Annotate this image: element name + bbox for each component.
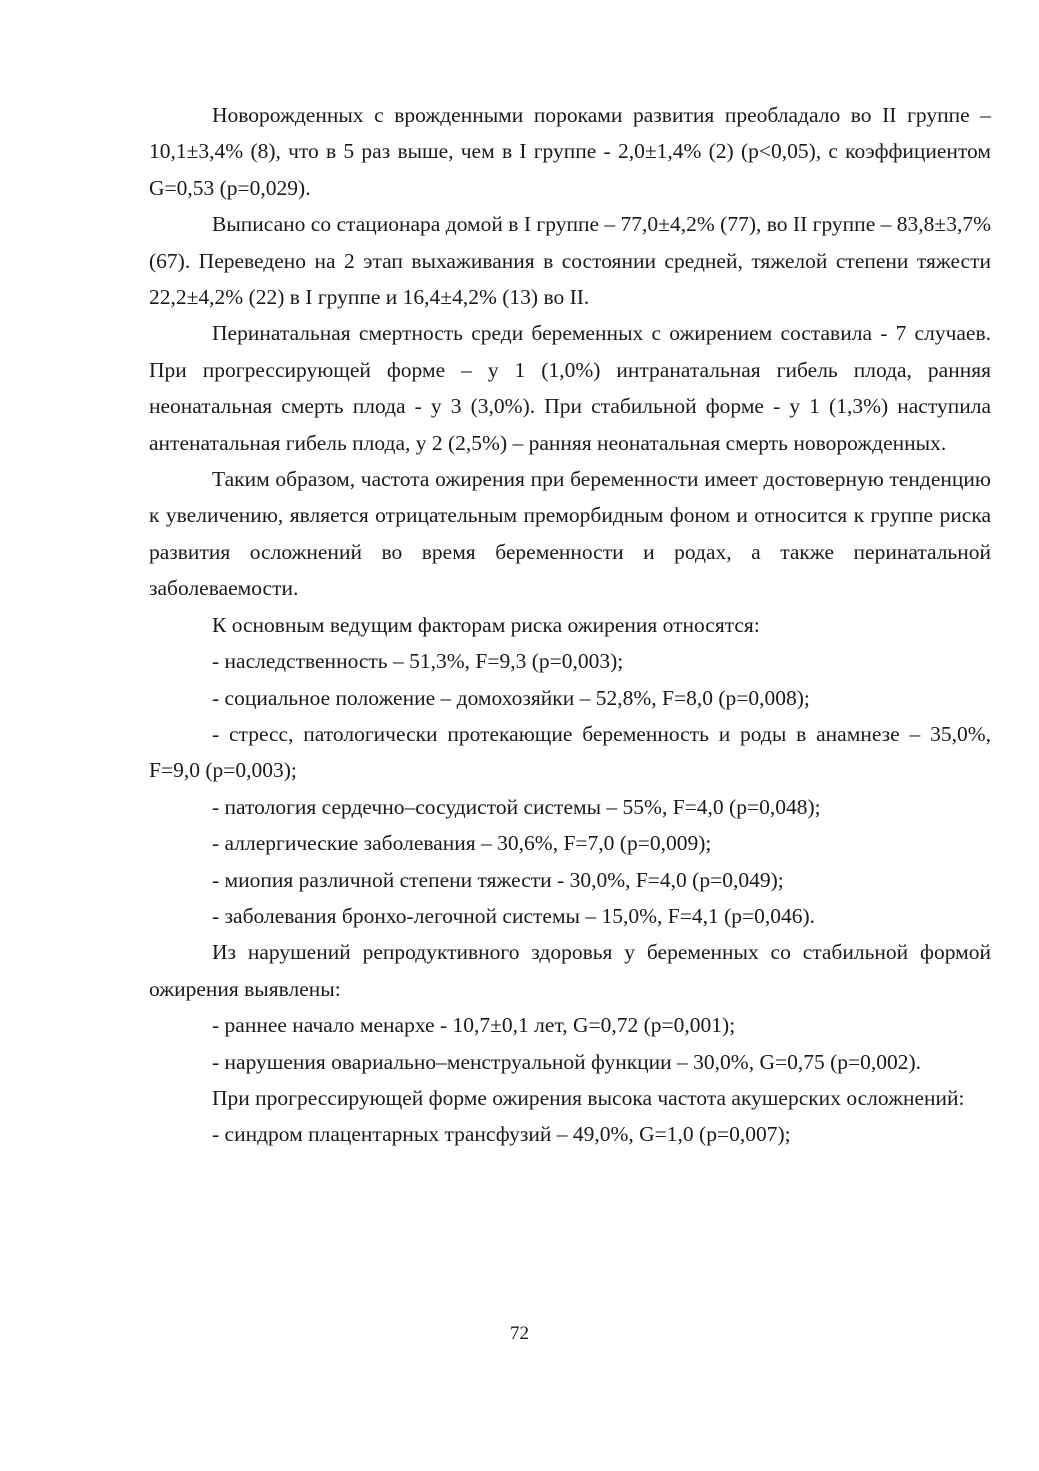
list-item-cardiovascular: - патология сердечно–сосудистой системы – 55%, F=4,0 (р=0,048); [212,794,821,819]
list-item-stress: - стресс, патологически протекающие беременность и роды в анамнезе – 35,0%, F=9,0 (р=0,003); [149,721,991,783]
paragraph-risk-factors-intro: К основным ведущим факторам риска ожирения относятся: [212,612,760,637]
paragraph-conclusion: Таким образом, частота ожирения при беременности имеет достоверную тенденцию к увеличению, является отрицательным преморбидным фоном и относится к группе риска развития осложнений во время беременности и родах, а также перинатальной заболеваемости. [149,467,991,601]
list-item-ovarian-menstrual: - нарушения овариально–менструальной функции – 30,0%, G=0,75 (р=0,002). [212,1049,922,1074]
list-item-heredity: - наследственность – 51,3%, F=9,3 (р=0,003); [212,649,624,674]
list-item-early-menarche: - раннее начало менархе - 10,7±0,1 лет, G=0,72 (р=0,001); [212,1013,736,1038]
list-item-allergic: - аллергические заболевания – 30,6%, F=7,0 (р=0,009); [212,831,712,856]
list-item-bronchopulmonary: - заболевания бронхо-легочной системы – 15,0%, F=4,1 (р=0,046). [212,903,816,928]
paragraph-congenital-defects: Новорожденных с врожденными пороками развития преобладало во II группе – 10,1±3,4% (8), что в 5 раз выше, чем в I группе - 2,0±1,4% (2) (р<0,05), с коэффициентом G=0,53 (р=0,029). [149,103,991,200]
list-item-social-status: - социальное положение – домохозяйки – 52,8%, F=8,0 (р=0,008); [212,685,810,710]
paragraph-perinatal-mortality: Перинатальная смертность среди беременных с ожирением составила - 7 случаев. При прогрессирующей форме – у 1 (1,0%) интранатальная гибель плода, ранняя неонатальная смерть плода - у 3 (3,0%). При стабильной форме - у 1 (1,3%) наступила антенатальная гибель плода, у 2 (2,5%) – ранняя неонатальная смерть новорожденных. [149,321,991,455]
paragraph-reproductive-health: Из нарушений репродуктивного здоровья у беременных со стабильной формой ожирения выявлены: [149,940,991,1001]
page-number: 72 [510,1323,529,1344]
paragraph-progressive-form: При прогрессирующей форме ожирения высока частота акушерских осложнений: [212,1085,965,1110]
list-item-placental-transfusion: - синдром плацентарных трансфузий – 49,0%, G=1,0 (р=0,007); [212,1122,791,1147]
list-item-myopia: - миопия различной степени тяжести - 30,0%, F=4,0 (р=0,049); [212,867,784,892]
body-text [149,97,991,1153]
paragraph-discharge: Выписано со стационара домой в I группе – 77,0±4,2% (77), во II группе – 83,8±3,7% (67). Переведено на 2 этап выхаживания в состоянии средней, тяжелой степени тяжести 22,2±4,2% (22) в I группе и 16,4±4,2% (13) во II. [149,212,991,310]
